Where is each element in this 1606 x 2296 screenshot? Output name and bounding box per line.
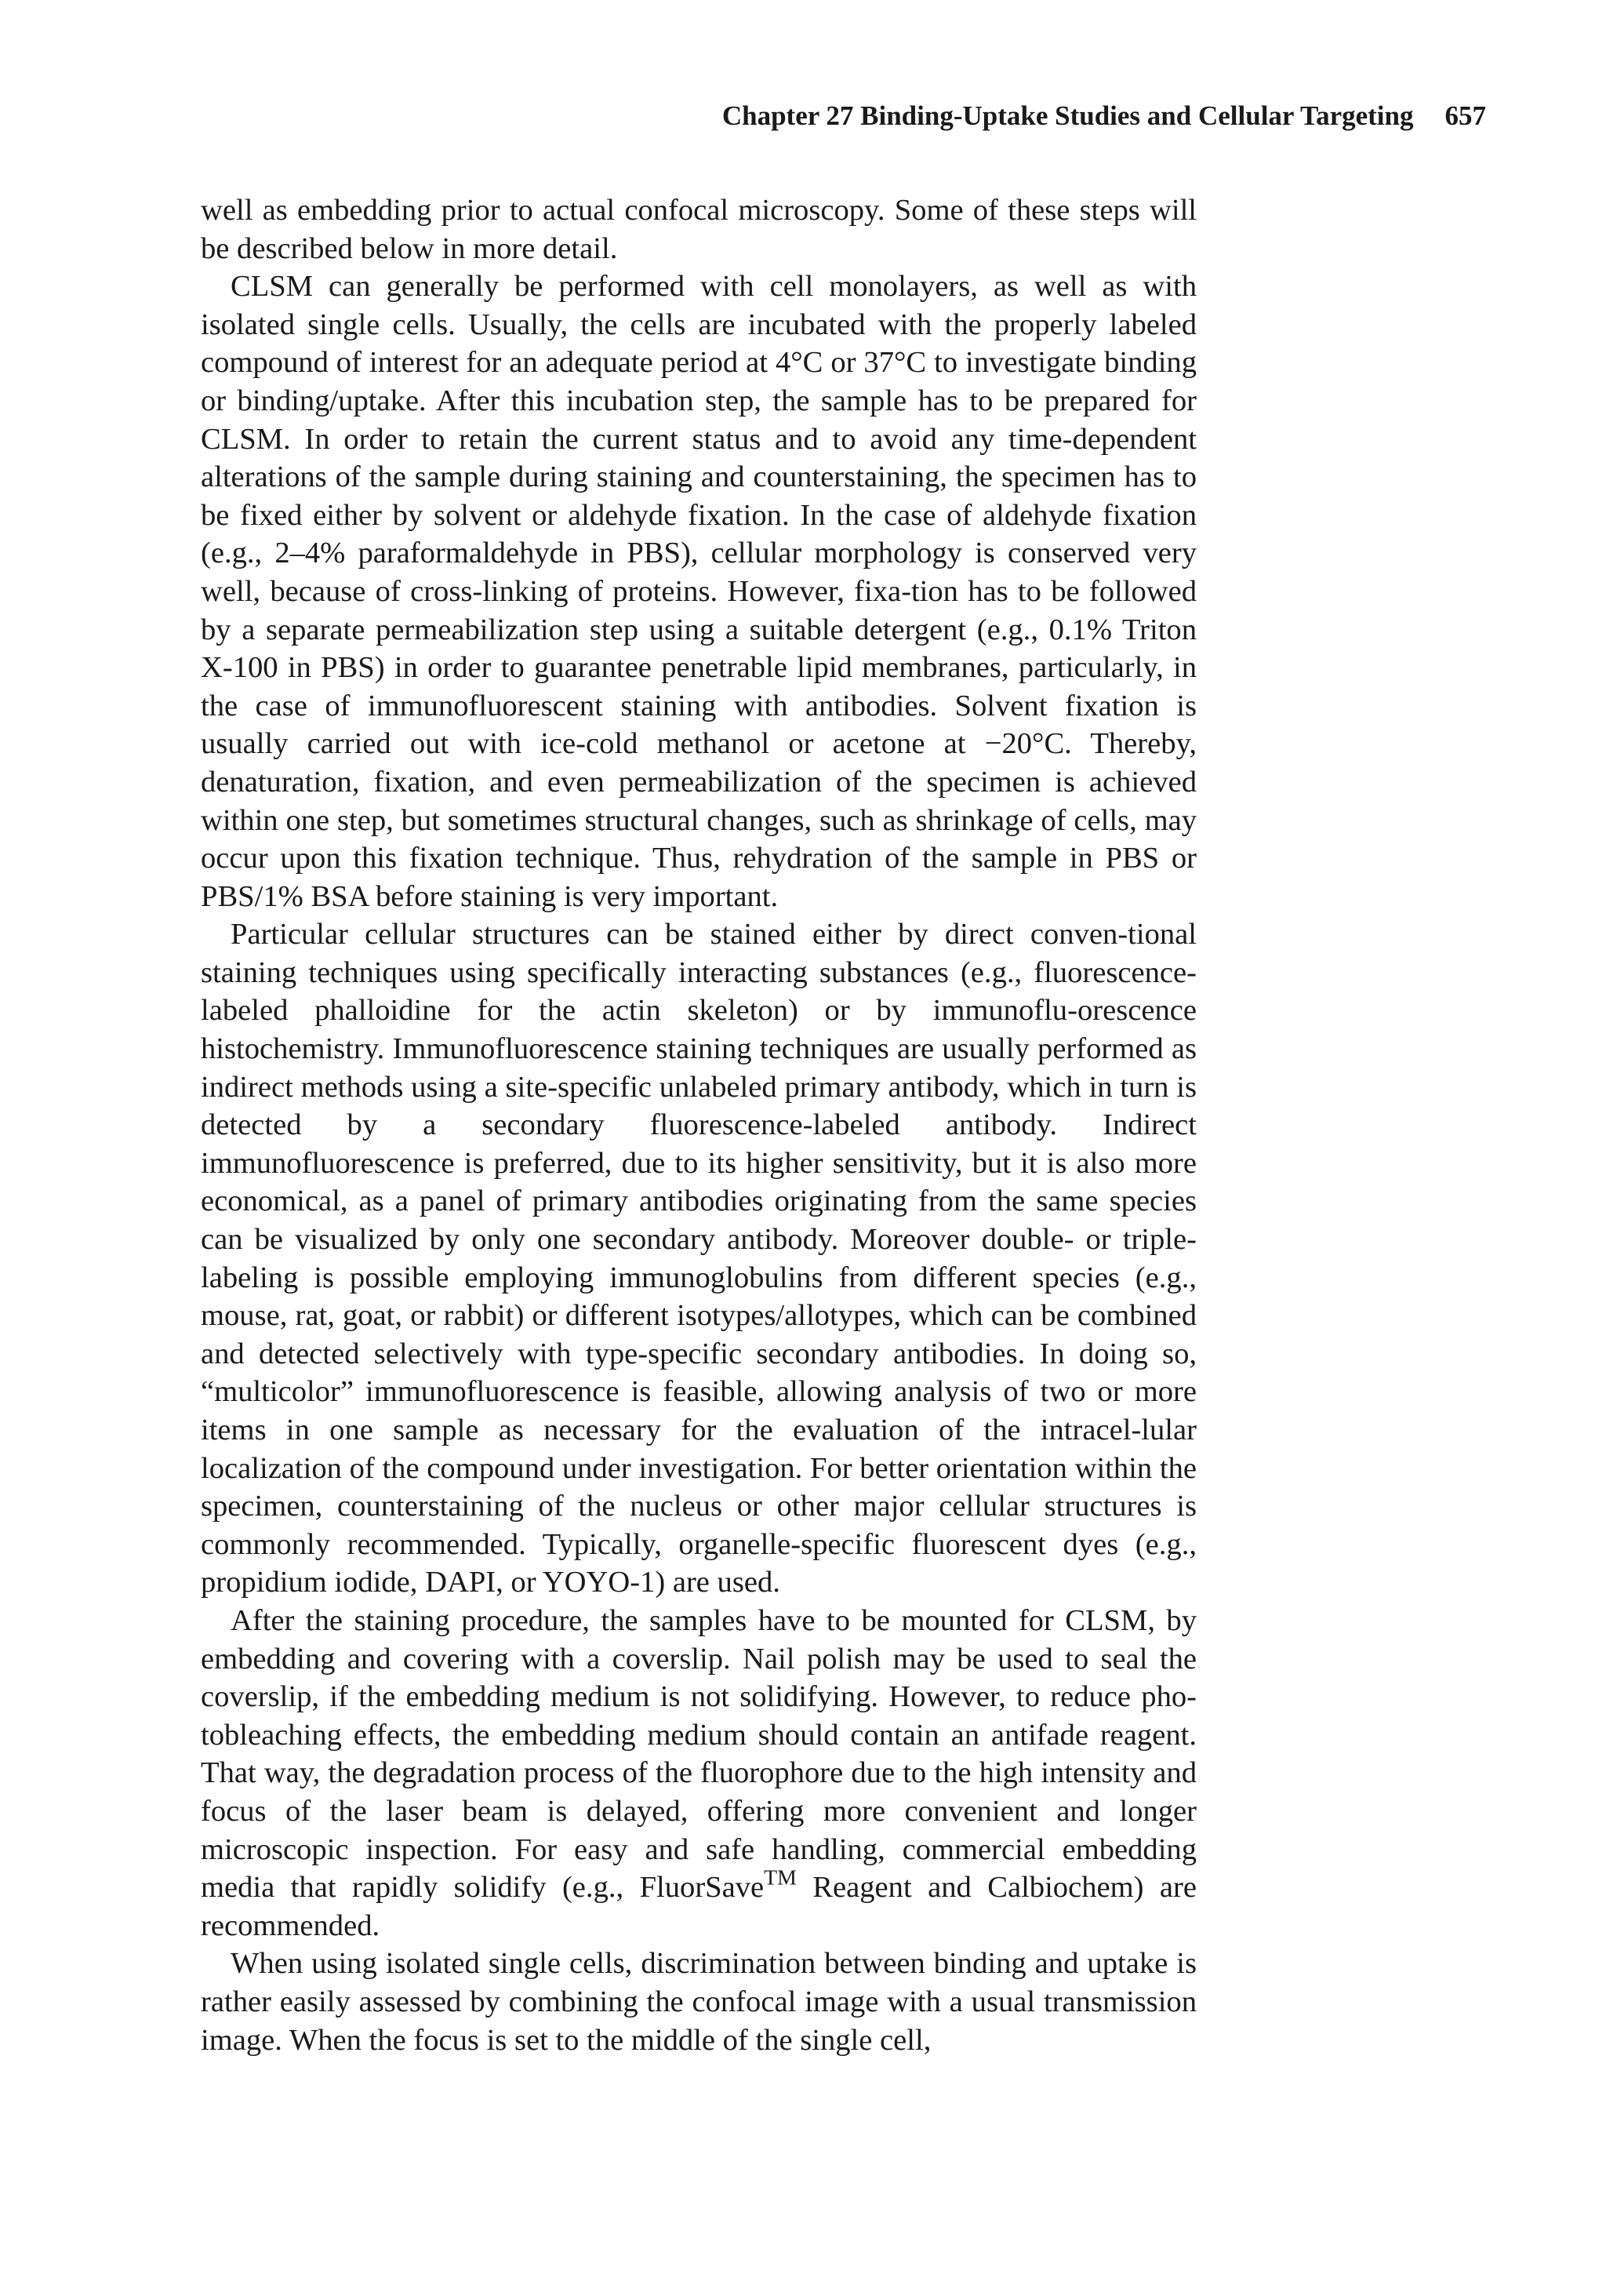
trademark-superscript: TM — [764, 1865, 797, 1890]
page-number: 657 — [1444, 100, 1486, 131]
running-title: Chapter 27 Binding-Uptake Studies and Cellular Targeting — [721, 100, 1414, 131]
paragraph-staining: Particular cellular structures can be stained either by direct conven-tional staining techniques using specifically interacting substances (e.g., fluorescence-labeled phalloidine for the actin skeleton) or by immunoflu-orescence histochemistry. Immunofluorescence staining techniques are usually performed as indirect methods using a site-specific unlabeled primary antibody, which in turn is detected by a secondary fluorescence-labeled antibody. Indirect immunofluorescence is preferred, due to its higher sensitivity, but it is also more economical, as a panel of primary antibodies originating from the same species can be visualized by only one secondary antibody. Moreover double- or triple-labeling is possible employing immunoglobulins from different species (e.g., mouse, rat, goat, or rabbit) or different isotypes/allotypes, which can be combined and detected selectively with type-specific secondary antibodies. In doing so, “multicolor” immunofluorescence is feasible, allowing analysis of two or more items in one sample as necessary for the evaluation of the intracel-lular localization of the compound under investigation. For better orientation within the specimen, counterstaining of the nucleus or other major cellular structures is commonly recommended. Typically, organelle-specific fluorescent dyes (e.g., propidium iodide, DAPI, or YOYO-1) are used. — [201, 918, 1197, 1599]
paragraph-single-cells: When using isolated single cells, discrimination between binding and uptake is rather easily assessed by combining the confocal image with a usual transmission image. When the focus is set to the middle of the single cell, — [201, 1947, 1197, 2057]
body-text — [201, 191, 1197, 2059]
paragraph-clsm-fixation: CLSM can generally be performed with cell monolayers, as well as with isolated single cells. Usually, the cells are incubated with the properly labeled compound of interest for an adequate period at 4°C or 37°C to investigate binding or binding/uptake. After this incubation step, the sample has to be prepared for CLSM. In order to retain the current status and to avoid any time-dependent alterations of the sample during staining and counterstaining, the specimen has to be fixed either by solvent or aldehyde fixation. In the case of aldehyde fixation (e.g., 2–4% paraformaldehyde in PBS), cellular morphology is conserved very well, because of cross-linking of proteins. However, fixa-tion has to be followed by a separate permeabilization step using a suitable detergent (e.g., 0.1% Triton X-100 in PBS) in order to guarantee penetrable lipid membranes, particularly, in the case of immunofluorescent staining with antibodies. Solvent fixation is usually carried out with ice-cold methanol or acetone at −20°C. Thereby, denaturation, fixation, and even permeabilization of the specimen is achieved within one step, but sometimes structural changes, such as shrinkage of cells, may occur upon this fixation technique. Thus, rehydration of the sample in PBS or PBS/1% BSA before staining is very important. — [201, 270, 1197, 913]
paragraph-continued: well as embedding prior to actual confocal microscopy. Some of these steps will be described below in more detail. — [201, 194, 1197, 265]
paragraph-mounting-text: After the staining procedure, the samples have to be mounted for CLSM, by embedding and covering with a coverslip. Nail polish may be used to seal the coverslip, if the embedding medium is not solidifying. However, to reduce pho-tobleaching effects, the embedding medium should contain an antifade reagent. That way, the degradation process of the fluorophore due to the high intensity and focus of the laser beam is delayed, offering more convenient and longer microscopic inspection. For easy and safe handling, commercial embedding media that rapidly solidify (e.g., FluorSave — [201, 1603, 1197, 1905]
paragraph-mounting-text-end: Reagent and Calbiochem) are recommended. — [201, 1871, 1197, 1942]
paragraph-mounting — [201, 1602, 1197, 1945]
running-header — [722, 100, 1486, 132]
